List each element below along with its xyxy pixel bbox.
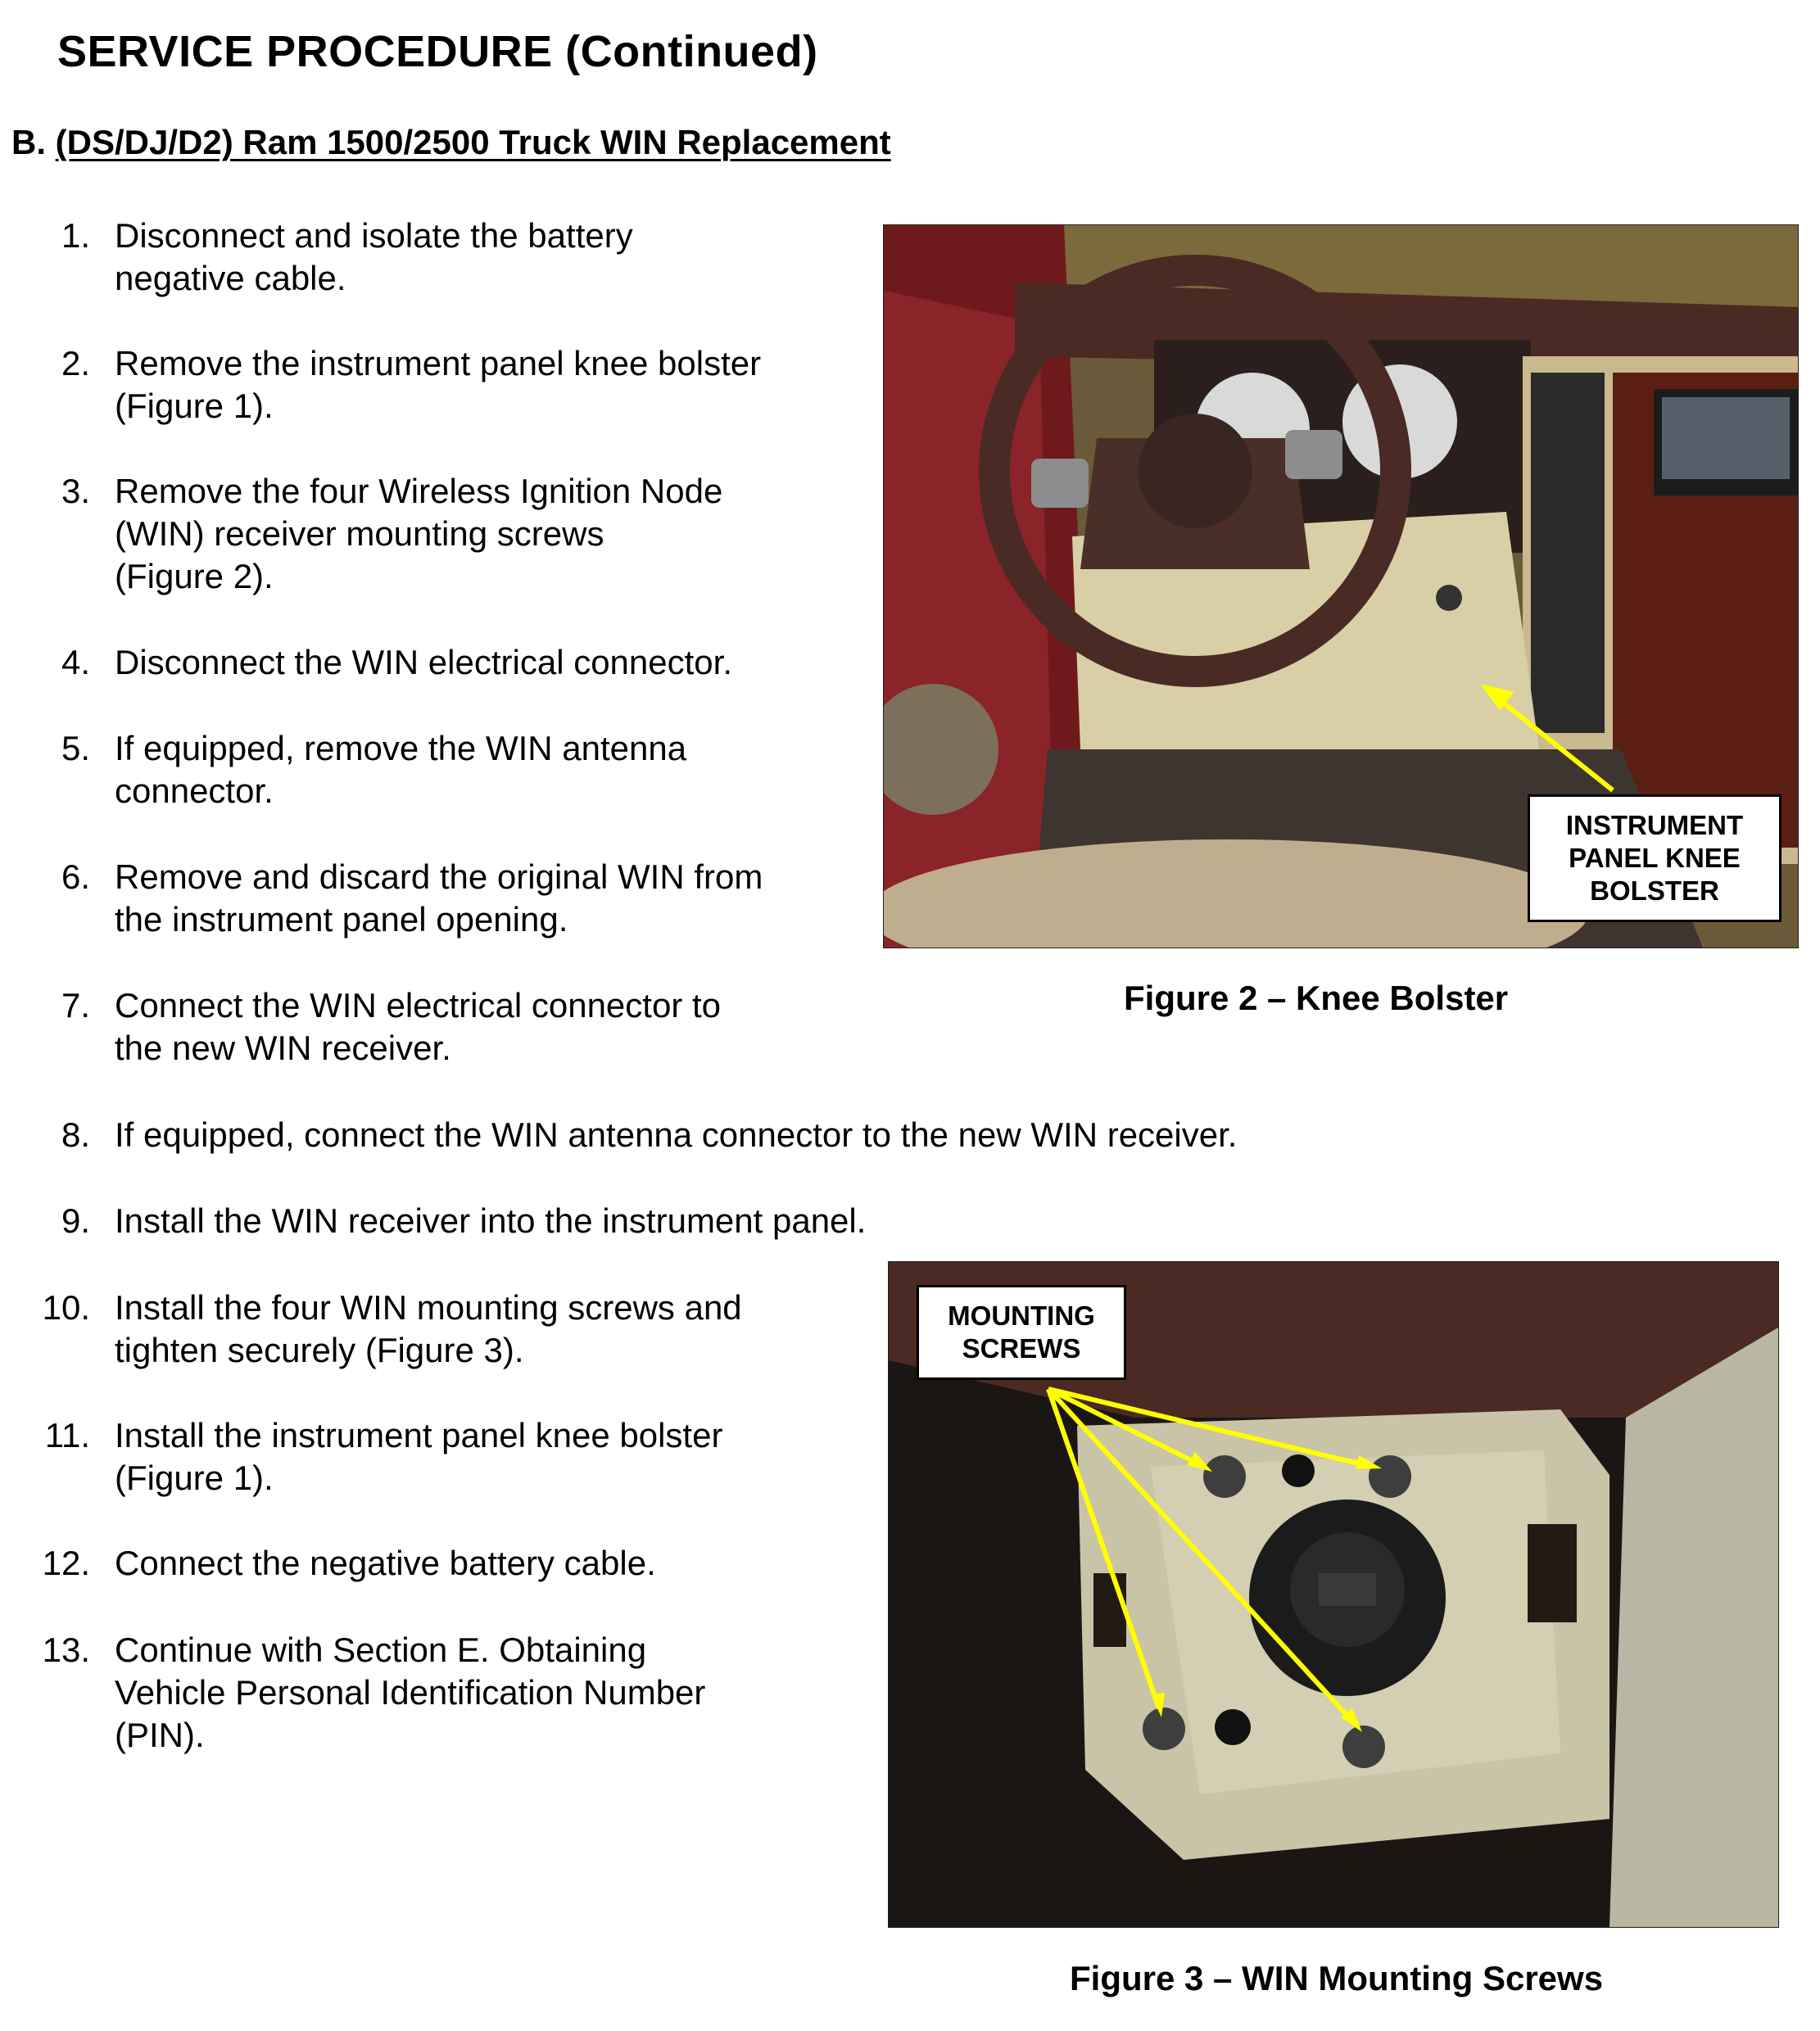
step-text-line: If equipped, connect the WIN antenna connector to the new WIN receiver. [115,1115,1238,1154]
step-text-line: Remove and discard the original WIN from [115,857,763,896]
step-number: 6. [61,857,90,896]
step-text-line: (Figure 1). [115,1459,274,1497]
step-text-line: Install the instrument panel knee bolster [115,1416,723,1454]
page-title: SERVICE PROCEDURE (Continued) [57,27,818,76]
step-text-line: (WIN) receiver mounting screws [115,514,604,553]
callout-line: BOLSTER [1590,875,1719,906]
callout-line: SCREWS [962,1333,1081,1364]
step-text-line: Vehicle Personal Identification Number [115,1673,706,1712]
callout-line: MOUNTING [948,1300,1095,1331]
step-text-line: Disconnect the WIN electrical connector. [115,643,732,681]
step-text-line: Install the WIN receiver into the instrument panel. [115,1201,867,1240]
step-number: 13. [42,1631,90,1669]
step-number: 5. [61,729,90,767]
step-text-line: Connect the WIN electrical connector to [115,986,722,1025]
figure-2-caption: Figure 2 – Knee Bolster [1124,979,1509,1017]
step-number: 2. [61,344,90,382]
step-text-line: the new WIN receiver. [115,1029,451,1067]
callout-line: INSTRUMENT [1565,810,1744,840]
step-number: 11. [44,1416,90,1454]
step-text-line: Remove the instrument panel knee bolster [115,344,762,382]
step-text-line: (Figure 2). [115,557,274,595]
step-text-line: negative cable. [115,259,346,297]
step-text-line: (Figure 1). [115,387,274,425]
step-text-line: (PIN). [115,1716,205,1754]
step-text-line: Remove the four Wireless Ignition Node [115,472,723,510]
figure-3-caption: Figure 3 – WIN Mounting Screws [1070,1959,1604,1997]
step-text-line: the instrument panel opening. [115,900,568,939]
step-number: 1. [61,216,90,255]
step-text-line: Install the four WIN mounting screws and [115,1288,742,1327]
step-text-line: Disconnect and isolate the battery [115,216,633,255]
callout-mounting-screws [917,1285,1126,1380]
step-number: 3. [61,472,90,510]
step-text-line: If equipped, remove the WIN antenna [115,729,687,767]
section-letter: B. [11,123,46,161]
callout-knee-bolster [1528,794,1782,922]
step-number: 7. [61,986,90,1025]
step-text-line: tighten securely (Figure 3). [115,1331,524,1369]
section-heading [11,123,891,162]
step-number: 12. [42,1544,90,1582]
step-text-line: connector. [115,771,274,810]
figure-3-photo [888,1261,1779,1928]
step-number: 8. [61,1115,90,1154]
figure-2-photo [883,224,1799,948]
step-text-line: Connect the negative battery cable. [115,1544,656,1582]
step-number: 4. [61,643,90,681]
step-number: 10. [42,1288,90,1327]
callout-line: PANEL KNEE [1569,843,1741,873]
section-title: (DS/DJ/D2) Ram 1500/2500 Truck WIN Replacement [55,123,891,161]
step-number: 9. [61,1201,90,1240]
step-text-line: Continue with Section E. Obtaining [115,1631,647,1669]
